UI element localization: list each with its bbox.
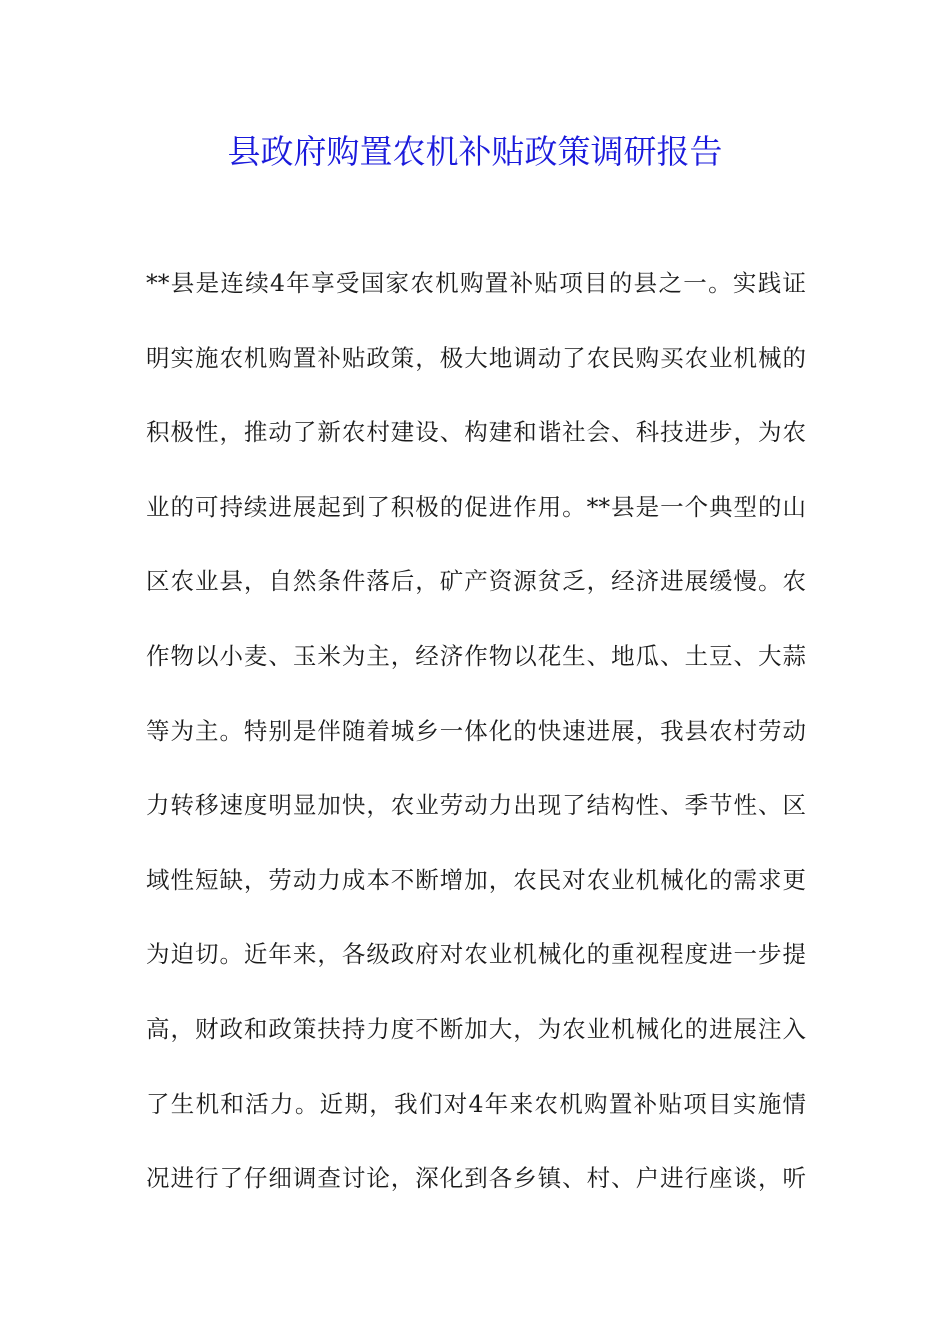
document-body — [146, 262, 806, 1232]
body-line: 况进行了仔细调查讨论，深化到各乡镇、村、户进行座谈，听 — [146, 1164, 806, 1193]
body-line: 高，财政和政策扶持力度不断加大，为农业机械化的进展注入 — [146, 1014, 806, 1043]
body-line: 域性短缺，劳动力成本不断增加，农民对农业机械化的需求更 — [146, 865, 806, 894]
body-line: 业的可持续进展起到了积极的促进作用。**县是一个典型的山 — [146, 492, 806, 521]
body-line: 区农业县，自然条件落后，矿产资源贫乏，经济进展缓慢。农 — [146, 567, 806, 596]
document-title: 县政府购置农机补贴政策调研报告 — [227, 132, 723, 171]
body-line: 了生机和活力。近期，我们对4年来农机购置补贴项目实施情 — [146, 1089, 806, 1118]
body-line: 等为主。特别是伴随着城乡一体化的快速进展，我县农村劳动 — [146, 716, 806, 745]
body-line: 为迫切。近年来，各级政府对农业机械化的重视程度进一步提 — [146, 940, 806, 969]
body-line: 力转移速度明显加快，农业劳动力出现了结构性、季节性、区 — [146, 791, 806, 820]
body-line: 作物以小麦、玉米为主，经济作物以花生、地瓜、土豆、大蒜 — [146, 641, 806, 670]
body-line: 积极性，推动了新农村建设、构建和谐社会、科技进步，为农 — [146, 418, 806, 447]
body-line: **县是连续4年享受国家农机购置补贴项目的县之一。实践证 — [146, 269, 806, 297]
body-line: 明实施农机购置补贴政策，极大地调动了农民购买农业机械的 — [146, 343, 806, 372]
